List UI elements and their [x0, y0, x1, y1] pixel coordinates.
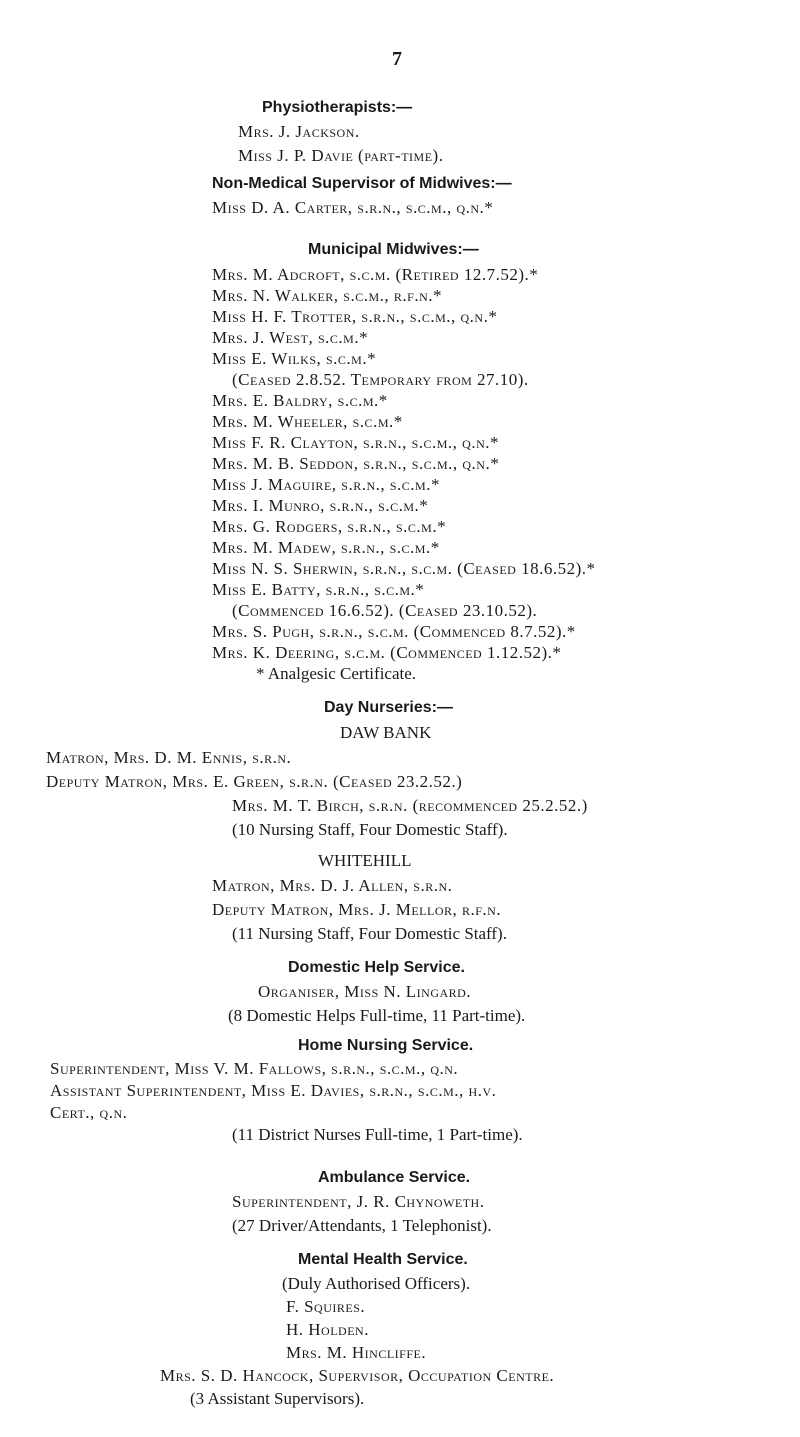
home-nursing-section	[0, 1034, 800, 1146]
ambulance-section	[0, 1166, 800, 1238]
staff-entry: Mrs. M. Hincliffe.	[286, 1343, 427, 1362]
list-item: Mrs. N. Walker, s.c.m., r.f.n.*	[212, 286, 442, 305]
footnote: * Analgesic Certificate.	[256, 664, 417, 683]
list-item: Mrs. M. B. Seddon, s.r.n., s.c.m., q.n.*	[212, 454, 500, 473]
domestic-help-section	[0, 956, 800, 1028]
staff-entry: Mrs. M. T. Birch, s.r.n. (recommenced 25.2.52.)	[232, 796, 588, 815]
section-heading: Mental Health Service.	[298, 1251, 468, 1268]
supervisor-midwives-section	[0, 172, 800, 220]
staff-count: (10 Nursing Staff, Four Domestic Staff).	[232, 820, 508, 839]
list-item: Mrs. I. Munro, s.r.n., s.c.m.*	[212, 496, 429, 515]
staff-entry: Matron, Mrs. D. M. Ennis, s.r.n.	[46, 748, 292, 767]
section-heading: Non-Medical Supervisor of Midwives:—	[212, 175, 512, 192]
staff-entry: H. Holden.	[286, 1320, 369, 1339]
staff-entry: Organiser, Miss N. Lingard.	[258, 982, 472, 1001]
list-item: (Ceased 2.8.52. Temporary from 27.10).	[232, 370, 529, 389]
staff-entry: (Duly Authorised Officers).	[282, 1274, 471, 1293]
list-item: Miss N. S. Sherwin, s.r.n., s.c.m. (Ceased 18.6.52).*	[212, 559, 596, 578]
section-heading: Day Nurseries:—	[324, 699, 453, 716]
subsection-title: WHITEHILL	[318, 851, 412, 870]
staff-entry: Superintendent, Miss V. M. Fallows, s.r.n., s.c.m., q.n.	[50, 1059, 459, 1078]
staff-count: (11 District Nurses Full-time, 1 Part-time).	[232, 1125, 523, 1144]
section-heading: Physiotherapists:—	[262, 99, 413, 116]
staff-entry: F. Squires.	[286, 1297, 366, 1316]
list-item: Mrs. M. Wheeler, s.c.m.*	[212, 412, 403, 431]
staff-entry: Superintendent, J. R. Chynoweth.	[232, 1192, 485, 1211]
staff-entry: Deputy Matron, Mrs. E. Green, s.r.n. (Ceased 23.2.52.)	[46, 772, 463, 791]
staff-entry: Mrs. J. Jackson.	[238, 122, 360, 141]
whitehill-section	[0, 848, 800, 946]
list-item: Mrs. E. Baldry, s.c.m.*	[212, 391, 388, 410]
day-nurseries-section	[0, 696, 800, 842]
list-item: Miss E. Wilks, s.c.m.*	[212, 349, 377, 368]
subsection-title: DAW BANK	[340, 723, 432, 742]
municipal-midwives-section	[0, 238, 800, 262]
list-item: Miss J. Maguire, s.r.n., s.c.m.*	[212, 475, 440, 494]
list-item: Mrs. M. Madew, s.r.n., s.c.m.*	[212, 538, 440, 557]
section-heading: Home Nursing Service.	[298, 1037, 474, 1054]
list-item: Mrs. K. Deering, s.c.m. (Commenced 1.12.52).*	[212, 643, 562, 662]
list-item: Mrs. M. Adcroft, s.c.m. (Retired 12.7.52).*	[212, 265, 539, 284]
list-item: (Commenced 16.6.52). (Ceased 23.10.52).	[232, 601, 538, 620]
page-number: 7	[392, 48, 402, 70]
section-heading: Municipal Midwives:—	[308, 241, 479, 258]
staff-count: (27 Driver/Attendants, 1 Telephonist).	[232, 1216, 492, 1235]
staff-count: (3 Assistant Supervisors).	[190, 1389, 365, 1408]
staff-entry: Assistant Superintendent, Miss E. Davies, s.r.n., s.c.m., h.v.	[50, 1081, 497, 1100]
staff-entry: Cert., q.n.	[50, 1103, 128, 1122]
staff-count: (11 Nursing Staff, Four Domestic Staff).	[232, 924, 507, 943]
list-item: Mrs. S. Pugh, s.r.n., s.c.m. (Commenced 8.7.52).*	[212, 622, 576, 641]
midwives-list	[0, 264, 800, 684]
physiotherapists-section	[0, 96, 800, 168]
list-item: Miss F. R. Clayton, s.r.n., s.c.m., q.n.*	[212, 433, 500, 452]
staff-entry: Mrs. S. D. Hancock, Supervisor, Occupation Centre.	[160, 1366, 555, 1385]
staff-entry: Miss J. P. Davie (part-time).	[238, 146, 444, 165]
section-heading: Ambulance Service.	[318, 1169, 471, 1186]
list-item: Mrs. J. West, s.c.m.*	[212, 328, 369, 347]
list-item: Miss E. Batty, s.r.n., s.c.m.*	[212, 580, 425, 599]
list-item: Mrs. G. Rodgers, s.r.n., s.c.m.*	[212, 517, 447, 536]
mental-health-section	[0, 1248, 800, 1410]
staff-entry: Miss D. A. Carter, s.r.n., s.c.m., q.n.*	[212, 198, 494, 217]
section-heading: Domestic Help Service.	[288, 959, 465, 976]
list-item: Miss H. F. Trotter, s.r.n., s.c.m., q.n.*	[212, 307, 498, 326]
staff-entry: Deputy Matron, Mrs. J. Mellor, r.f.n.	[212, 900, 502, 919]
staff-entry: Matron, Mrs. D. J. Allen, s.r.n.	[212, 876, 453, 895]
staff-count: (8 Domestic Helps Full-time, 11 Part-time).	[228, 1006, 526, 1025]
